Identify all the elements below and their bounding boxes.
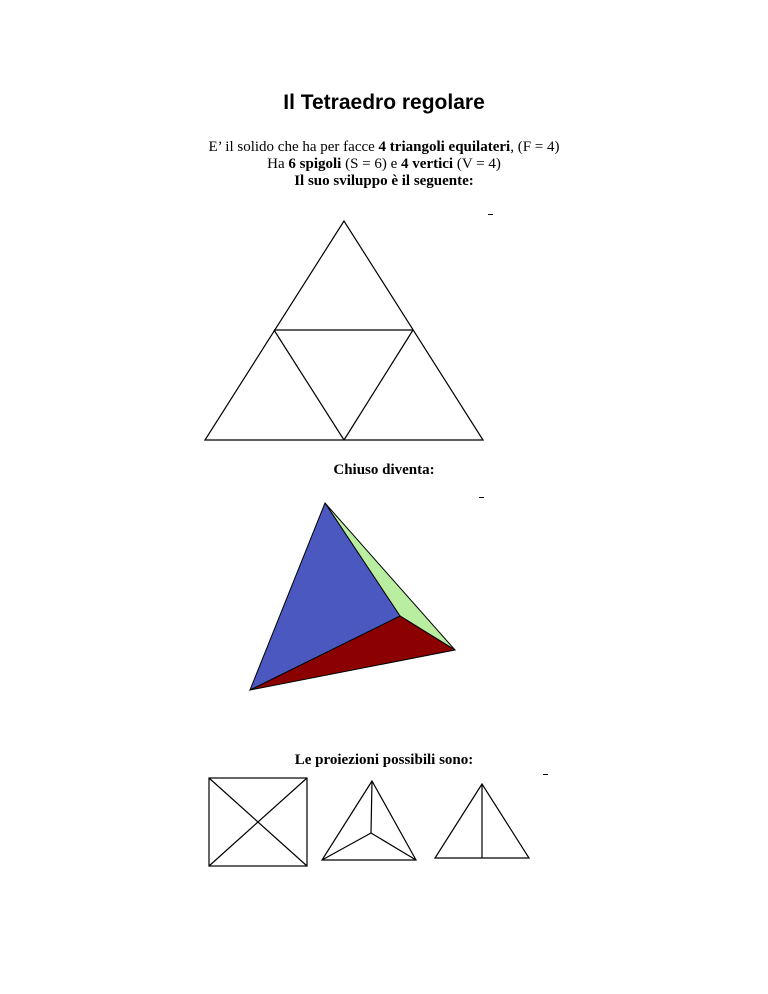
projection-triangle-center-edge-3 — [371, 833, 416, 860]
page-title: Il Tetraedro regolare — [283, 91, 485, 114]
intro-line-2-bold-1: 6 spigoli — [288, 156, 342, 172]
closed-caption: Chiuso diventa: — [333, 462, 435, 478]
intro-line-3: Il suo sviluppo è il seguente: — [294, 173, 474, 189]
projection-triangle-center — [322, 781, 416, 860]
projections-corner-mark — [543, 774, 548, 775]
projection-triangle-center-outline — [322, 781, 416, 860]
projections-caption: Le proiezioni possibili sono: — [294, 752, 474, 768]
projection-square — [209, 778, 307, 866]
intro-line-1-pre: E’ il solido che ha per facce — [208, 139, 379, 155]
projection-triangle-split — [435, 784, 529, 858]
intro-line-1-post: , (F = 4) — [510, 139, 560, 155]
intro-line-2-pre: Ha — [267, 156, 289, 172]
intro-line-2-post: (V = 4) — [453, 156, 501, 172]
intro-line-1-bold: 4 triangoli equilateri — [378, 139, 511, 155]
intro-line-2-bold-2: 4 vertici — [401, 156, 454, 172]
intro-line-2-mid: (S = 6) e — [341, 156, 402, 172]
projection-triangle-center-edge-2 — [322, 833, 371, 860]
projection-triangle-center-edge-1 — [371, 781, 372, 833]
